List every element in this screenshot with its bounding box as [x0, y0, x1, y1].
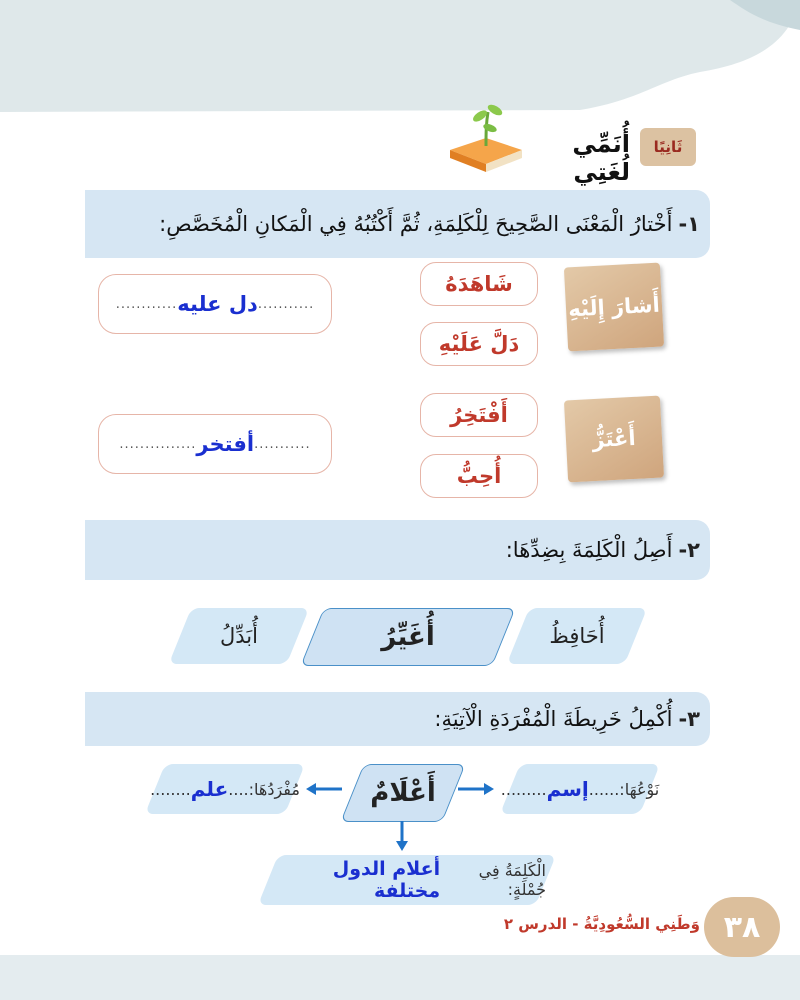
word-card-1: أَشارَ إِلَيْهِ [564, 263, 664, 352]
opposite-center-box[interactable] [300, 608, 515, 666]
bottom-decorative-band [0, 955, 800, 1000]
singular-box[interactable] [145, 764, 305, 814]
opposite-center-text: أُغَيِّرُ [381, 622, 435, 652]
question-2-text: أَصِلُ الْكَلِمَةَ بِضِدِّهَا: [505, 538, 673, 562]
singular-label: مُفْرَدُهَا: [248, 779, 300, 799]
sentence-box[interactable] [258, 855, 556, 905]
top-decorative-band [0, 0, 800, 118]
sentence-label: الْكَلِمَةُ فِي جُمْلَةٍ: [478, 861, 546, 899]
answer-2-text: أفتخر [196, 432, 255, 456]
question-1-text: أَخْتارُ الْمَعْنَى الصَّحِيحَ لِلْكَلِمَةِ، ثُمَّ أَكْتُبُهُ فِي الْمَكانِ الْمُخَصَّصِ: [159, 212, 673, 236]
question-1-bar [85, 190, 710, 258]
option-2a[interactable]: أَفْتَخِرُ [420, 393, 538, 437]
type-dots: ...... [588, 779, 620, 799]
opposite-left-box[interactable] [169, 608, 310, 664]
question-3-bar [85, 692, 710, 746]
type-dots-after: ......... [500, 779, 547, 799]
question-2-number: ٢- [678, 538, 700, 562]
type-answer: إسم [546, 777, 589, 801]
opposite-right-text: أُحَافِظُ [549, 624, 605, 648]
section-title: أُنَمِّي لُغَتِي [572, 130, 630, 186]
singular-dots: .... [228, 779, 249, 799]
type-content [500, 764, 660, 814]
answer-2-dots-after: ............... [119, 436, 197, 452]
question-2-bar [85, 520, 710, 580]
answer-1-dots-before: ........... [257, 296, 315, 312]
lesson-label: وَطَنِي السُّعُودِيَّةُ - الدرس ٢ [503, 915, 700, 933]
answer-box-2[interactable] [98, 414, 332, 474]
book-plant-icon [446, 98, 526, 176]
question-1-number: ١- [678, 212, 700, 236]
answer-2-dots-before: ........... [254, 436, 311, 452]
word-card-2: أَعْتَزُّ [564, 396, 664, 483]
answer-1-text: دل عليه [177, 292, 258, 316]
type-label: نَوْعُهَا: [619, 779, 660, 799]
word-map-center-text: أَعْلَامٌ [370, 778, 436, 808]
option-1b[interactable]: دَلَّ عَلَيْهِ [420, 322, 538, 366]
sentence-answer: أعلام الدول مختلفة [332, 858, 441, 902]
question-3-number: ٣- [678, 707, 700, 731]
singular-answer: علم [190, 777, 229, 801]
page-number: ٣٨ [704, 897, 780, 957]
singular-dots-after: ........ [150, 779, 191, 799]
question-3-text: أُكْمِلُ خَرِيطَةَ الْمُفْرَدَةِ الْآتِيَةِ: [434, 707, 673, 731]
option-2b[interactable]: أُحِبُّ [420, 454, 538, 498]
opposite-left-text: أُبَدِّلُ [220, 624, 258, 648]
section-badge: ثَانِيًا [640, 128, 696, 166]
answer-1-dots-after: ............ [115, 296, 178, 312]
sentence-content [268, 855, 546, 905]
opposite-right-box[interactable] [507, 608, 648, 664]
answer-box-1[interactable] [98, 274, 332, 334]
option-1a[interactable]: شَاهَدَهُ [420, 262, 538, 306]
type-box[interactable] [500, 764, 660, 814]
singular-content [150, 764, 300, 814]
